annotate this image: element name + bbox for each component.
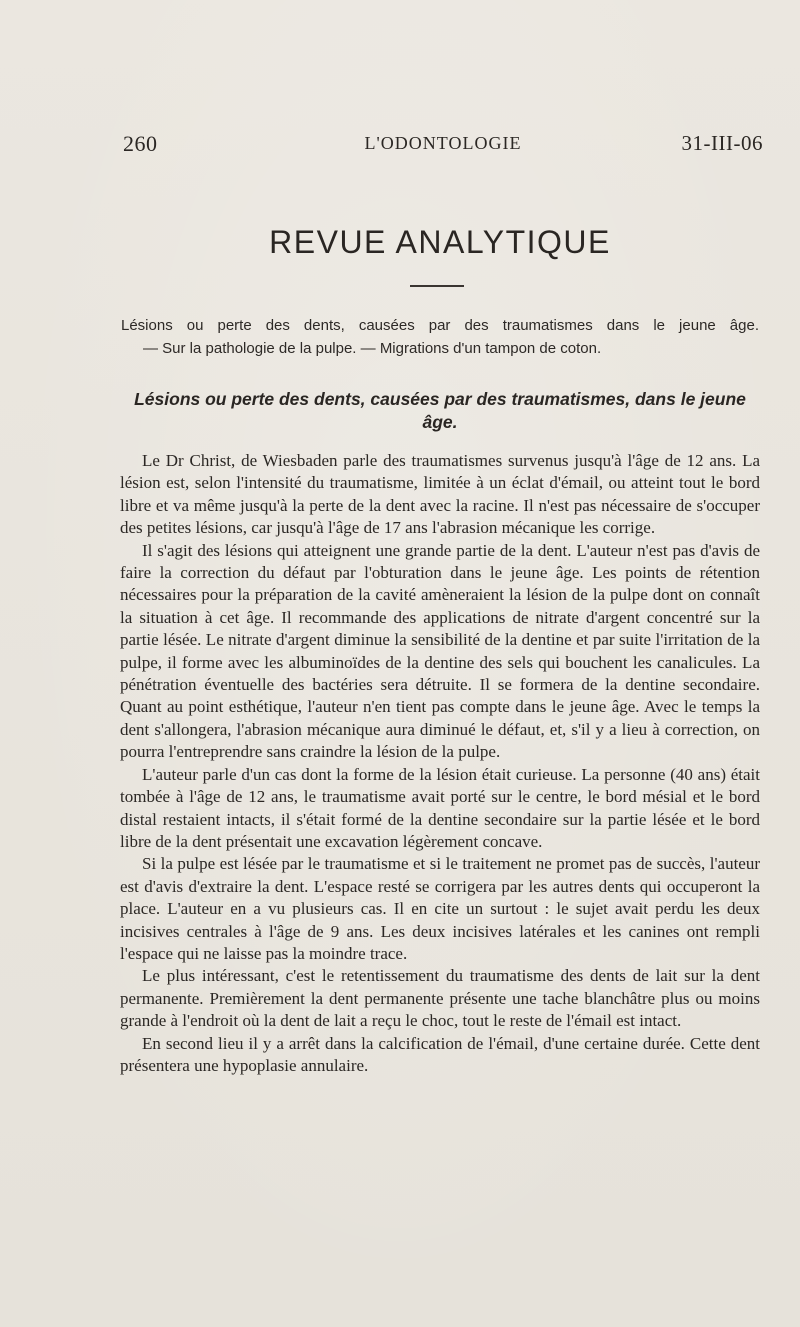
contents-summary bbox=[121, 314, 759, 360]
paragraph: L'auteur parle d'un cas dont la forme de la lésion était curieuse. La personne (40 ans) était tombée à l'âge de 12 ans, le traumatisme avait porté sur le centre, le bord mésial et le bord distal restaient intacts, il s'était formé de la dentine secondaire sur la partie lésée et le bord libre de la dent présentait une excavation légèrement concave. bbox=[120, 764, 760, 851]
page-number: 260 bbox=[123, 131, 158, 156]
title-rule bbox=[410, 285, 464, 287]
article-title: Lésions ou perte des dents, causées par des traumatismes, dans le jeune âge. bbox=[134, 389, 746, 432]
journal-title: L'ODONTOLOGIE bbox=[364, 133, 522, 153]
summary-line-2: — Sur la pathologie de la pulpe. — Migrations d'un tampon de coton. bbox=[143, 340, 602, 357]
paragraph: Le Dr Christ, de Wiesbaden parle des traumatismes survenus jusqu'à l'âge de 12 ans. La lésion est, selon l'intensité du traumatisme, limitée à un éclat d'émail, ou atteint tout le bord libre et va même jusqu'à la perte de la dent avec la racine. Il n'est pas nécessaire de s'occuper des petites lésions, car jusqu'à l'âge de 17 ans l'abrasion mécanique les corrige. bbox=[120, 451, 760, 538]
section-title: REVUE ANALYTIQUE bbox=[269, 224, 611, 260]
article-body bbox=[120, 450, 760, 1077]
issue-date: 31-III-06 bbox=[681, 131, 763, 155]
running-head bbox=[123, 131, 763, 161]
paragraph: Le plus intéressant, c'est le retentissement du traumatisme des dents de lait sur la dent permanente. Premièrement la dent permanente présente une tache blanchâtre plus ou moins grande à l'endroit où la dent de lait a reçu le choc, tout le reste de l'émail est intact. bbox=[120, 966, 760, 1031]
paragraph: Si la pulpe est lésée par le traumatisme et si le traitement ne promet pas de succès, l'auteur est d'avis d'extraire la dent. L'espace resté se corrigera par les autres dents qui occuperont la place. L'auteur en a vu plusieurs cas. Il en cite un surtout : le sujet avait perdu les deux incisives centrales à l'âge de 9 ans. Les deux incisives latérales et les canines ont rempli l'espace qui ne laisse pas la moindre trace. bbox=[120, 854, 760, 963]
paragraph: Il s'agit des lésions qui atteignent une grande partie de la dent. L'auteur n'est pas d'avis de faire la correction du défaut par l'obturation dans le jeune âge. Les points de rétention nécessaires pour la préparation de la cavité amèneraient la lésion de la pulpe dont on connaît la situation à cet âge. Il recommande des applications de nitrate d'argent concentré sur la partie lésée. Le nitrate d'argent diminue la sensibilité de la dentine et par suite l'irritation de la pulpe, il forme avec les albuminoïdes de la dentine des sels qui bouchent les canalicules. La pénétration éventuelle des bactéries sera détruite. Il se formera de la dentine secondaire. Quant au point esthétique, l'auteur n'en tient pas compte dans le jeune âge. Avec le temps la dent s'allongera, l'abrasion mécanique aura diminué le défaut, et, s'il y a lieu à correction, on pourra l'entreprendre sans craindre la lésion de la pulpe. bbox=[120, 540, 760, 762]
summary-line-1: Lésions ou perte des dents, causées par des traumatismes dans le jeune âge. bbox=[121, 317, 759, 334]
paragraph: En second lieu il y a arrêt dans la calcification de l'émail, d'une certaine durée. Cette dent présentera une hypoplasie annulaire. bbox=[120, 1033, 760, 1075]
